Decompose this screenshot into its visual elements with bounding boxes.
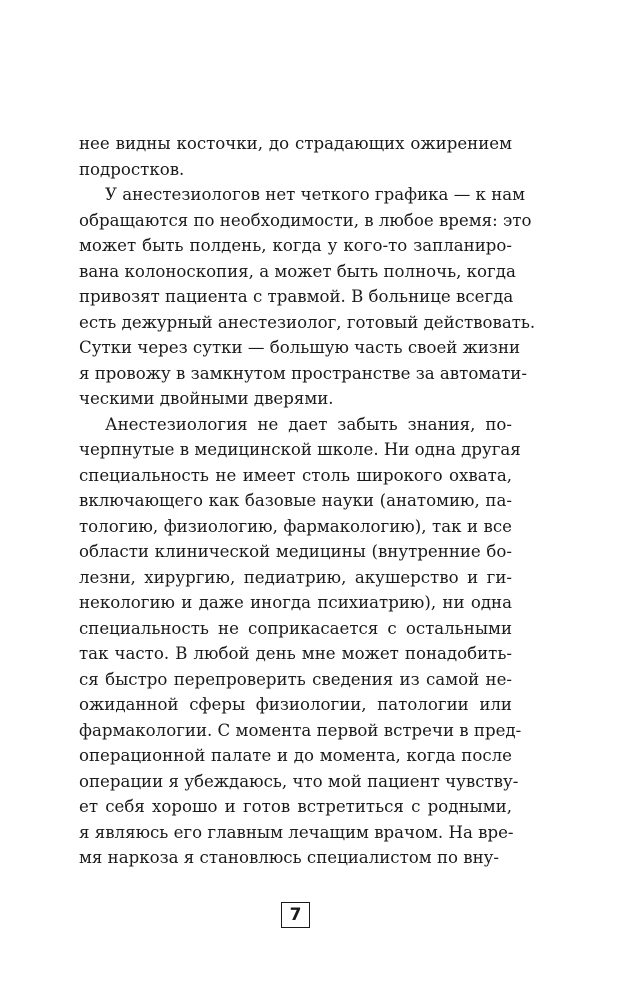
text-line: операционной палате и до момента, когда после	[79, 746, 512, 765]
text-line: так часто. В любой день мне может понадобить-	[79, 644, 512, 663]
text-line: лезни, хирургию, педиатрию, акушерство и ги-	[79, 567, 512, 587]
text-line: ческими двойными дверями.	[79, 389, 334, 408]
text-line: черпнутые в медицинской школе. Ни одна другая	[79, 440, 521, 459]
text-line: специальность не имеет столь широкого охвата,	[79, 465, 512, 485]
text-line: есть дежурный анестезиолог, готовый действовать.	[79, 312, 536, 332]
text-line: Сутки через сутки — большую часть своей жизни	[79, 338, 521, 357]
text-line: обращаются по необходимости, в любое время: это	[79, 210, 532, 230]
text-line: нее видны косточки, до страдающих ожирением	[79, 134, 512, 153]
text-line: специальность не соприкасается с остальными	[79, 618, 512, 638]
text-line: У анестезиологов нет четкого графика — к нам	[105, 185, 526, 204]
page-number: 7	[281, 902, 310, 928]
text-line: фармакологии. С момента первой встречи в пред-	[79, 720, 522, 740]
text-line: мя наркоза я становлюсь специалистом по вну-	[79, 848, 500, 867]
text-line: может быть полдень, когда у кого-то запланиро-	[79, 236, 512, 255]
text-line: тологию, физиологию, фармакологию), так и все	[79, 516, 512, 536]
text-line: ет себя хорошо и готов встретиться с родными,	[79, 797, 512, 816]
text-line: включающего как базовые науки (анатомию, па-	[79, 491, 512, 510]
text-line: ся быстро перепроверить сведения из самой не-	[79, 669, 512, 689]
text-line: ожиданной сферы физиологии, патологии или	[79, 695, 512, 714]
text-line: некологию и даже иногда психиатрию), ни одна	[79, 593, 512, 612]
text-line: я провожу в замкнутом пространстве за автомати-	[79, 363, 527, 383]
text-line: области клинической медицины (внутренние бо-	[79, 542, 512, 561]
text-line: Анестезиология не дает забыть знания, по-	[105, 414, 512, 434]
text-line: вана колоноскопия, а может быть полночь, когда	[79, 261, 516, 281]
text-line: привозят пациента с травмой. В больнице всегда	[79, 287, 514, 306]
text-line: подростков.	[79, 159, 185, 179]
text-line: операции я убеждаюсь, что мой пациент чувству-	[79, 771, 519, 791]
body-text	[79, 131, 536, 871]
text-line: я являюсь его главным лечащим врачом. На вре-	[79, 822, 514, 842]
